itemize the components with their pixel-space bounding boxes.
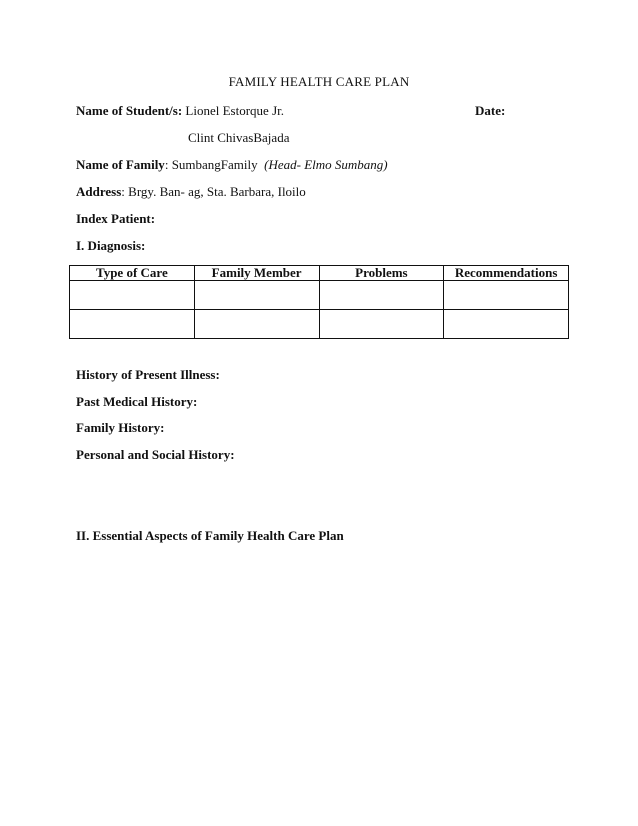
address-colon: : [121, 184, 129, 199]
date-label: Date: [475, 103, 506, 118]
column-header-problems: Problems [319, 266, 444, 281]
family-head-note: (Head- Elmo Sumbang) [264, 157, 388, 172]
table-row [70, 281, 569, 310]
table-row [70, 310, 569, 339]
student-name-1: Lionel Estorque Jr. [185, 103, 284, 118]
address-line [76, 184, 306, 200]
section-2-heading: II. Essential Aspects of Family Health Care Plan [76, 528, 344, 543]
past-medical-history-label: Past Medical History: [76, 394, 198, 409]
address-value: Brgy. Ban- ag, Sta. Barbara, Iloilo [128, 184, 306, 199]
family-name: SumbangFamily [171, 157, 258, 172]
table-cell [319, 281, 444, 310]
family-label: Name of Family [76, 157, 165, 172]
students-label: Name of Student/s: [76, 103, 183, 118]
index-patient-label: Index Patient: [76, 211, 156, 226]
table-cell [444, 281, 569, 310]
table-cell [444, 310, 569, 339]
table-cell [319, 310, 444, 339]
family-line [76, 157, 388, 173]
family-history-label: Family History: [76, 420, 165, 435]
student-name-2: Clint ChivasBajada [188, 130, 290, 145]
column-header-type-of-care: Type of Care [70, 266, 195, 281]
address-label: Address [76, 184, 122, 199]
family-colon: : [164, 157, 172, 172]
column-header-recommendations: Recommendations [444, 266, 569, 281]
table-cell [70, 310, 195, 339]
personal-social-history-label: Personal and Social History: [76, 447, 235, 462]
column-header-family-member: Family Member [194, 266, 319, 281]
students-line [76, 103, 284, 119]
diagnosis-table [69, 265, 569, 339]
history-present-illness-label: History of Present Illness: [76, 367, 220, 382]
table-cell [194, 281, 319, 310]
table-cell [194, 310, 319, 339]
table-cell [70, 281, 195, 310]
diagnosis-heading: I. Diagnosis: [76, 238, 146, 253]
diagnosis-header-row [70, 266, 569, 281]
document-title: FAMILY HEALTH CARE PLAN [228, 74, 410, 89]
